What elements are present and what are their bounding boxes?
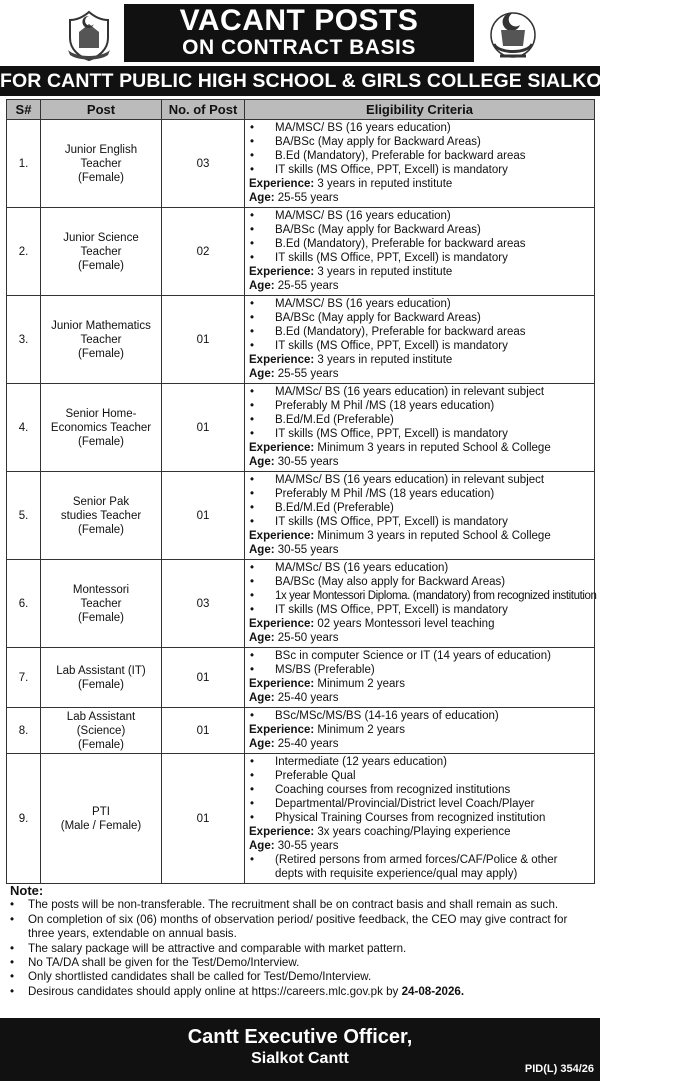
criteria-bullet: • Preferable Qual (249, 769, 591, 783)
experience-value: 02 years Montessori level teaching (317, 618, 495, 630)
experience-label: Experience: (249, 442, 315, 454)
post-name-line: Senior Home- (65, 407, 137, 420)
table-row (7, 384, 595, 472)
post-name-cell (41, 472, 162, 560)
post-count-cell: 01 (162, 296, 245, 384)
criteria-bullet: • BA/BSc (May apply for Backward Areas) (249, 311, 591, 325)
eligibility-cell (245, 384, 595, 472)
col-header-post: Post (41, 100, 162, 120)
criteria-bullet: • Preferably M Phil /MS (18 years education) (249, 487, 591, 501)
age-label: Age: (249, 738, 275, 750)
criteria-bullet: • MA/MSC/ BS (16 years education) (249, 297, 591, 311)
post-name-cell (41, 708, 162, 754)
criteria-bullet: • BA/BSc (May also apply for Backward Areas) (249, 575, 591, 589)
criteria-bullet: • Coaching courses from recognized institutions (249, 783, 591, 797)
table-row (7, 120, 595, 208)
age-value: 30-55 years (277, 840, 339, 852)
note-item-apply (10, 985, 594, 999)
post-name-line: (Female) (77, 171, 124, 184)
post-count-cell: 03 (162, 560, 245, 648)
serial-number-cell: 1. (7, 120, 41, 208)
post-count-cell: 01 (162, 384, 245, 472)
post-name-line: (Female) (77, 611, 124, 624)
age-value: 25-40 years (277, 738, 339, 750)
criteria-bullet: • MS/BS (Preferable) (249, 663, 591, 677)
signatory-title: Cantt Executive Officer, (187, 1026, 413, 1048)
criteria-bullet: • Preferably M Phil /MS (18 years education) (249, 399, 591, 413)
criteria-bullet: • B.Ed/M.Ed (Preferable) (249, 501, 591, 515)
age-value: 25-55 years (277, 368, 339, 380)
criteria-bullet: • IT skills (MS Office, PPT, Excell) is mandatory (249, 515, 591, 529)
post-name-cell (41, 560, 162, 648)
emblem-right-icon (486, 8, 540, 62)
criteria-bullet: • IT skills (MS Office, PPT, Excell) is mandatory (249, 163, 591, 177)
post-name-cell (41, 754, 162, 884)
experience-value: Minimum 2 years (317, 678, 405, 690)
note-item: • The posts will be non-transferable. The recruitment shall be on contract basis and shall remain as such. (10, 898, 594, 912)
footer (0, 1018, 600, 1081)
eligibility-cell (245, 648, 595, 708)
vacancy-table (6, 99, 595, 884)
criteria-bullet: • BA/BSc (May apply for Backward Areas) (249, 135, 591, 149)
age-line (249, 737, 591, 751)
age-value: 25-55 years (277, 192, 339, 204)
criteria-note: • (Retired persons from armed forces/CAF/Police & other (249, 853, 591, 867)
post-name-cell (41, 208, 162, 296)
criteria-bullet: • MA/MSC/ BS (16 years education) (249, 121, 591, 135)
experience-line (249, 177, 591, 191)
table-row (7, 708, 595, 754)
age-label: Age: (249, 192, 275, 204)
experience-line (249, 529, 591, 543)
criteria-bullet: • BA/BSc (May apply for Backward Areas) (249, 223, 591, 237)
age-line (249, 279, 591, 293)
serial-number-cell: 8. (7, 708, 41, 754)
criteria-bullet: • 1x year Montessori Diploma. (mandatory) from recognized institution (249, 589, 591, 603)
note-item: • No TA/DA shall be given for the Test/Demo/Interview. (10, 956, 594, 970)
serial-number-cell: 2. (7, 208, 41, 296)
experience-label: Experience: (249, 826, 315, 838)
age-label: Age: (249, 840, 275, 852)
post-name-cell (41, 384, 162, 472)
post-name-line: (Female) (77, 435, 124, 448)
post-count-cell: 03 (162, 120, 245, 208)
post-name-line: (Female) (77, 259, 124, 272)
post-name-line: (Science) (76, 724, 126, 737)
col-header-sn: S# (7, 100, 41, 120)
col-header-criteria: Eligibility Criteria (245, 100, 595, 120)
age-label: Age: (249, 280, 275, 292)
eligibility-cell (245, 560, 595, 648)
criteria-note: depts with requisite experience/qual may apply) (275, 868, 518, 880)
post-name-line: Junior Mathematics (51, 319, 151, 332)
experience-line (249, 441, 591, 455)
criteria-bullet: • MA/MSc/ BS (16 years education) in relevant subject (249, 473, 591, 487)
experience-value: Minimum 2 years (317, 724, 405, 736)
post-name-cell (41, 648, 162, 708)
emblem-left-icon (62, 8, 116, 62)
experience-line (249, 617, 591, 631)
post-name-line: Teacher (80, 157, 122, 170)
experience-value: 3x years coaching/Playing experience (317, 826, 511, 838)
experience-value: Minimum 3 years in reputed School & College (317, 442, 551, 454)
criteria-bullet: • IT skills (MS Office, PPT, Excell) is mandatory (249, 251, 591, 265)
post-name-line: (Female) (77, 523, 124, 536)
post-count-cell: 01 (162, 648, 245, 708)
eligibility-cell (245, 708, 595, 754)
post-name-line: PTI (92, 805, 110, 818)
experience-label: Experience: (249, 530, 315, 542)
age-value: 25-50 years (277, 632, 339, 644)
criteria-bullet: • MA/MSc/ BS (16 years education) in relevant subject (249, 385, 591, 399)
experience-line (249, 825, 591, 839)
post-name-line: Teacher (80, 245, 122, 258)
age-value: 25-40 years (277, 692, 339, 704)
criteria-bullet: • Intermediate (12 years education) (249, 755, 591, 769)
post-name-line: Junior English (64, 143, 138, 156)
criteria-bullet: • B.Ed (Mandatory), Preferable for backward areas (249, 237, 591, 251)
experience-value: Minimum 3 years in reputed School & College (317, 530, 551, 542)
eligibility-cell (245, 120, 595, 208)
title-line1: VACANT POSTS (179, 4, 419, 37)
apply-text: Desirous candidates should apply online at https://careers.mlc.gov.pk by (28, 984, 402, 998)
post-name-line: Montessori (72, 583, 130, 596)
criteria-bullet: • MA/MSc/ BS (16 years education) (249, 561, 591, 575)
age-label: Age: (249, 692, 275, 704)
serial-number-cell: 9. (7, 754, 41, 884)
criteria-bullet: • IT skills (MS Office, PPT, Excell) is mandatory (249, 339, 591, 353)
criteria-bullet: • BSc in computer Science or IT (14 years of education) (249, 649, 591, 663)
table-row (7, 296, 595, 384)
serial-number-cell: 6. (7, 560, 41, 648)
serial-number-cell: 5. (7, 472, 41, 560)
post-name-line: Teacher (80, 597, 122, 610)
post-name-line: (Female) (77, 347, 124, 360)
criteria-bullet: • B.Ed (Mandatory), Preferable for backward areas (249, 325, 591, 339)
post-name-cell (41, 120, 162, 208)
post-name-line: Junior Science (63, 231, 139, 244)
post-count-cell: 01 (162, 708, 245, 754)
table-row (7, 754, 595, 884)
experience-label: Experience: (249, 266, 315, 278)
post-count-cell: 01 (162, 754, 245, 884)
age-line (249, 691, 591, 705)
notes-section (10, 884, 594, 999)
header (0, 0, 600, 66)
experience-value: 3 years in reputed institute (317, 266, 453, 278)
signatory-location: Sialkot Cantt (251, 1050, 349, 1067)
experience-line (249, 353, 591, 367)
table-row (7, 472, 595, 560)
age-label: Age: (249, 544, 275, 556)
title-box (124, 4, 474, 62)
note-item: • The salary package will be attractive and comparable with market pattern. (10, 942, 594, 956)
experience-value: 3 years in reputed institute (317, 178, 453, 190)
post-name-line: Lab Assistant (66, 710, 136, 723)
experience-label: Experience: (249, 724, 315, 736)
age-value: 25-55 years (277, 280, 339, 292)
table-row (7, 648, 595, 708)
post-name-line: studies Teacher (60, 509, 142, 522)
experience-label: Experience: (249, 618, 315, 630)
criteria-bullet: • Physical Training Courses from recognized institution (249, 811, 591, 825)
post-name-line: Teacher (80, 333, 122, 346)
age-line (249, 839, 591, 853)
eligibility-cell (245, 296, 595, 384)
age-line (249, 543, 591, 557)
post-count-cell: 01 (162, 472, 245, 560)
experience-label: Experience: (249, 354, 315, 366)
age-line (249, 455, 591, 469)
post-name-line: Senior Pak (72, 495, 130, 508)
post-name-line: Lab Assistant (IT) (56, 664, 146, 677)
criteria-bullet: • B.Ed/M.Ed (Preferable) (249, 413, 591, 427)
criteria-bullet: • Departmental/Provincial/District level Coach/Player (249, 797, 591, 811)
experience-line (249, 723, 591, 737)
experience-label: Experience: (249, 178, 315, 190)
serial-number-cell: 4. (7, 384, 41, 472)
age-line (249, 367, 591, 381)
post-name-line: (Female) (77, 738, 124, 751)
post-name-line: Economics Teacher (50, 421, 152, 434)
criteria-bullet: • MA/MSC/ BS (16 years education) (249, 209, 591, 223)
criteria-bullet: • B.Ed (Mandatory), Preferable for backward areas (249, 149, 591, 163)
eligibility-cell (245, 472, 595, 560)
apply-date: 24-08-2026. (401, 984, 465, 998)
eligibility-cell (245, 208, 595, 296)
notes-title: Note: (10, 883, 44, 898)
serial-number-cell: 7. (7, 648, 41, 708)
age-line (249, 631, 591, 645)
post-count-cell: 02 (162, 208, 245, 296)
pid-number: PID(L) 354/26 (524, 1063, 594, 1075)
experience-line (249, 265, 591, 279)
table-row (7, 560, 595, 648)
title-line2: ON CONTRACT BASIS (182, 36, 416, 59)
table-row (7, 208, 595, 296)
serial-number-cell: 3. (7, 296, 41, 384)
criteria-bullet: • IT skills (MS Office, PPT, Excell) is mandatory (249, 427, 591, 441)
criteria-bullet: • IT skills (MS Office, PPT, Excell) is mandatory (249, 603, 591, 617)
age-value: 30-55 years (277, 456, 339, 468)
criteria-bullet: • BSc/MSc/MS/BS (14-16 years of education) (249, 709, 591, 723)
post-name-cell (41, 296, 162, 384)
post-name-line: (Female) (77, 678, 124, 691)
age-label: Age: (249, 632, 275, 644)
note-item: • On completion of six (06) months of observation period/ positive feedback, the CEO may give contract for three years, extendable on annual basis. (10, 913, 594, 942)
school-banner: FOR CANTT PUBLIC HIGH SCHOOL & GIRLS COLLEGE SIALKOT CANTT (0, 66, 600, 96)
experience-value: 3 years in reputed institute (317, 354, 453, 366)
age-value: 30-55 years (277, 544, 339, 556)
age-label: Age: (249, 368, 275, 380)
post-name-line: (Male / Female) (60, 819, 142, 832)
note-item: • Only shortlisted candidates shall be called for Test/Demo/Interview. (10, 970, 594, 984)
experience-label: Experience: (249, 678, 315, 690)
table-header-row (7, 100, 595, 120)
experience-line (249, 677, 591, 691)
col-header-count: No. of Post (162, 100, 245, 120)
age-line (249, 191, 591, 205)
eligibility-cell (245, 754, 595, 884)
age-label: Age: (249, 456, 275, 468)
